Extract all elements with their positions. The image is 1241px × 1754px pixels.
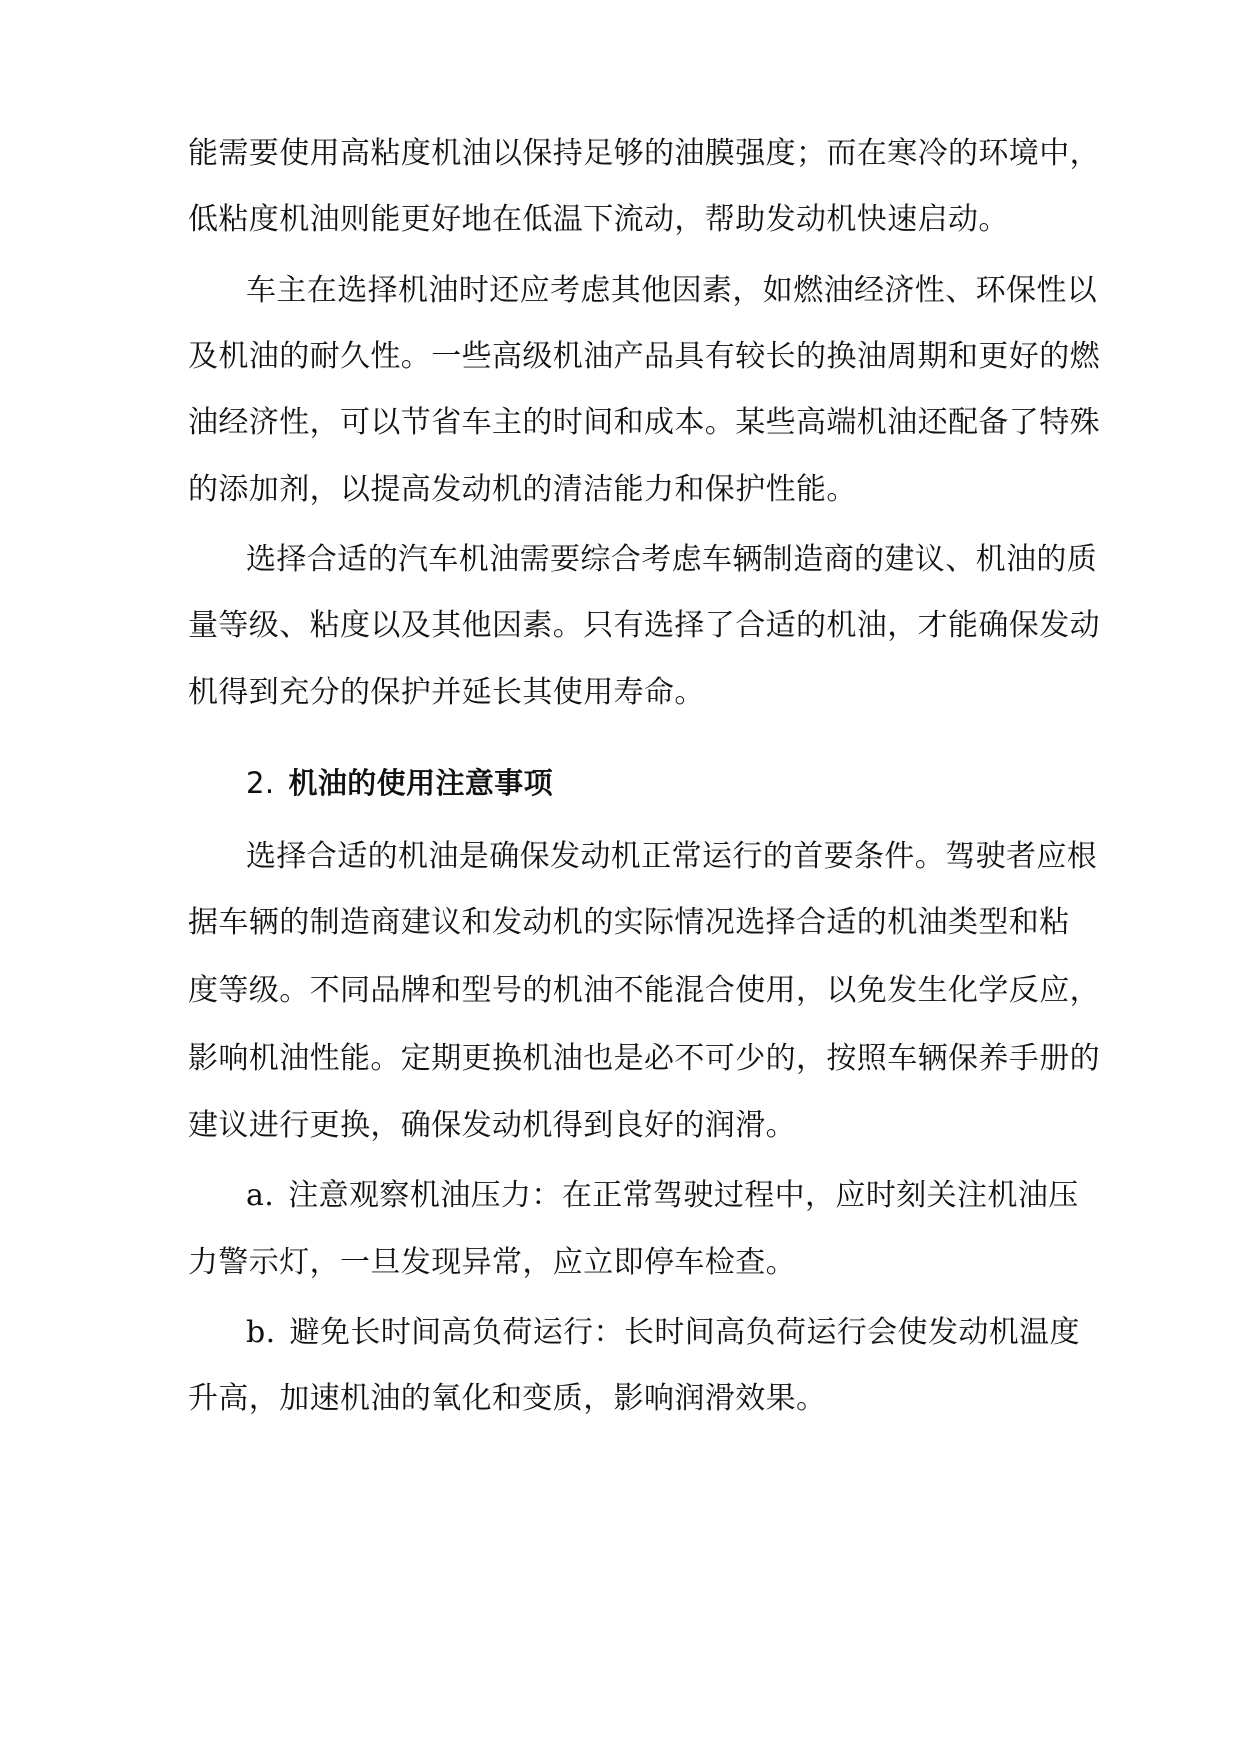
list-item-a-line-1: [246, 1172, 1079, 1220]
list-item-b-label: b.: [246, 1315, 276, 1350]
section-paragraph-line-5: 建议进行更换，确保发动机得到良好的润滑。: [188, 1108, 796, 1143]
paragraph-2-line-4: 的添加剂，以提高发动机的清洁能力和保护性能。: [188, 472, 857, 507]
section-paragraph-line-1: 选择合适的机油是确保发动机正常运行的首要条件。驾驶者应根: [246, 839, 1098, 874]
section-heading: [246, 759, 1058, 807]
section-paragraph-line-2: 据车辆的制造商建议和发动机的实际情况选择合适的机油类型和粘: [188, 905, 1070, 940]
section-paragraph-line-3: 度等级。不同品牌和型号的机油不能混合使用，以免发生化学反应，: [188, 973, 1100, 1008]
list-item-a-label: a.: [246, 1178, 275, 1213]
paragraph-1-line-2: 低粘度机油则能更好地在低温下流动，帮助发动机快速启动。: [188, 202, 1009, 237]
paragraph-2-line-3: 油经济性，可以节省车主的时间和成本。某些高端机油还配备了特殊: [188, 405, 1100, 440]
list-item-b-line-1: [246, 1309, 1080, 1357]
paragraph-1-line-1: 能需要使用高粘度机油以保持足够的油膜强度；而在寒冷的环境中，: [188, 136, 1100, 171]
paragraph-3-line-1: 选择合适的汽车机油需要综合考虑车辆制造商的建议、机油的质: [246, 542, 1098, 577]
list-item-b-text: 避免长时间高负荷运行：长时间高负荷运行会使发动机温度: [289, 1315, 1080, 1350]
section-title: 机油的使用注意事项: [288, 766, 554, 800]
list-item-a-line-2: 力警示灯，一旦发现异常，应立即停车检查。: [188, 1245, 796, 1280]
section-paragraph-line-4: 影响机油性能。定期更换机油也是必不可少的，按照车辆保养手册的: [188, 1041, 1100, 1076]
paragraph-2-line-2: 及机油的耐久性。一些高级机油产品具有较长的换油周期和更好的燃: [188, 339, 1100, 374]
list-item-a-text: 注意观察机油压力：在正常驾驶过程中，应时刻关注机油压: [288, 1178, 1079, 1213]
paragraph-3-line-2: 量等级、粘度以及其他因素。只有选择了合适的机油，才能确保发动: [188, 608, 1100, 643]
paragraph-3-line-3: 机得到充分的保护并延长其使用寿命。: [188, 675, 705, 710]
section-number: 2.: [246, 766, 275, 800]
paragraph-2-line-1: 车主在选择机油时还应考虑其他因素，如燃油经济性、环保性以: [246, 273, 1098, 308]
list-item-b-line-2: 升高，加速机油的氧化和变质，影响润滑效果。: [188, 1381, 827, 1416]
